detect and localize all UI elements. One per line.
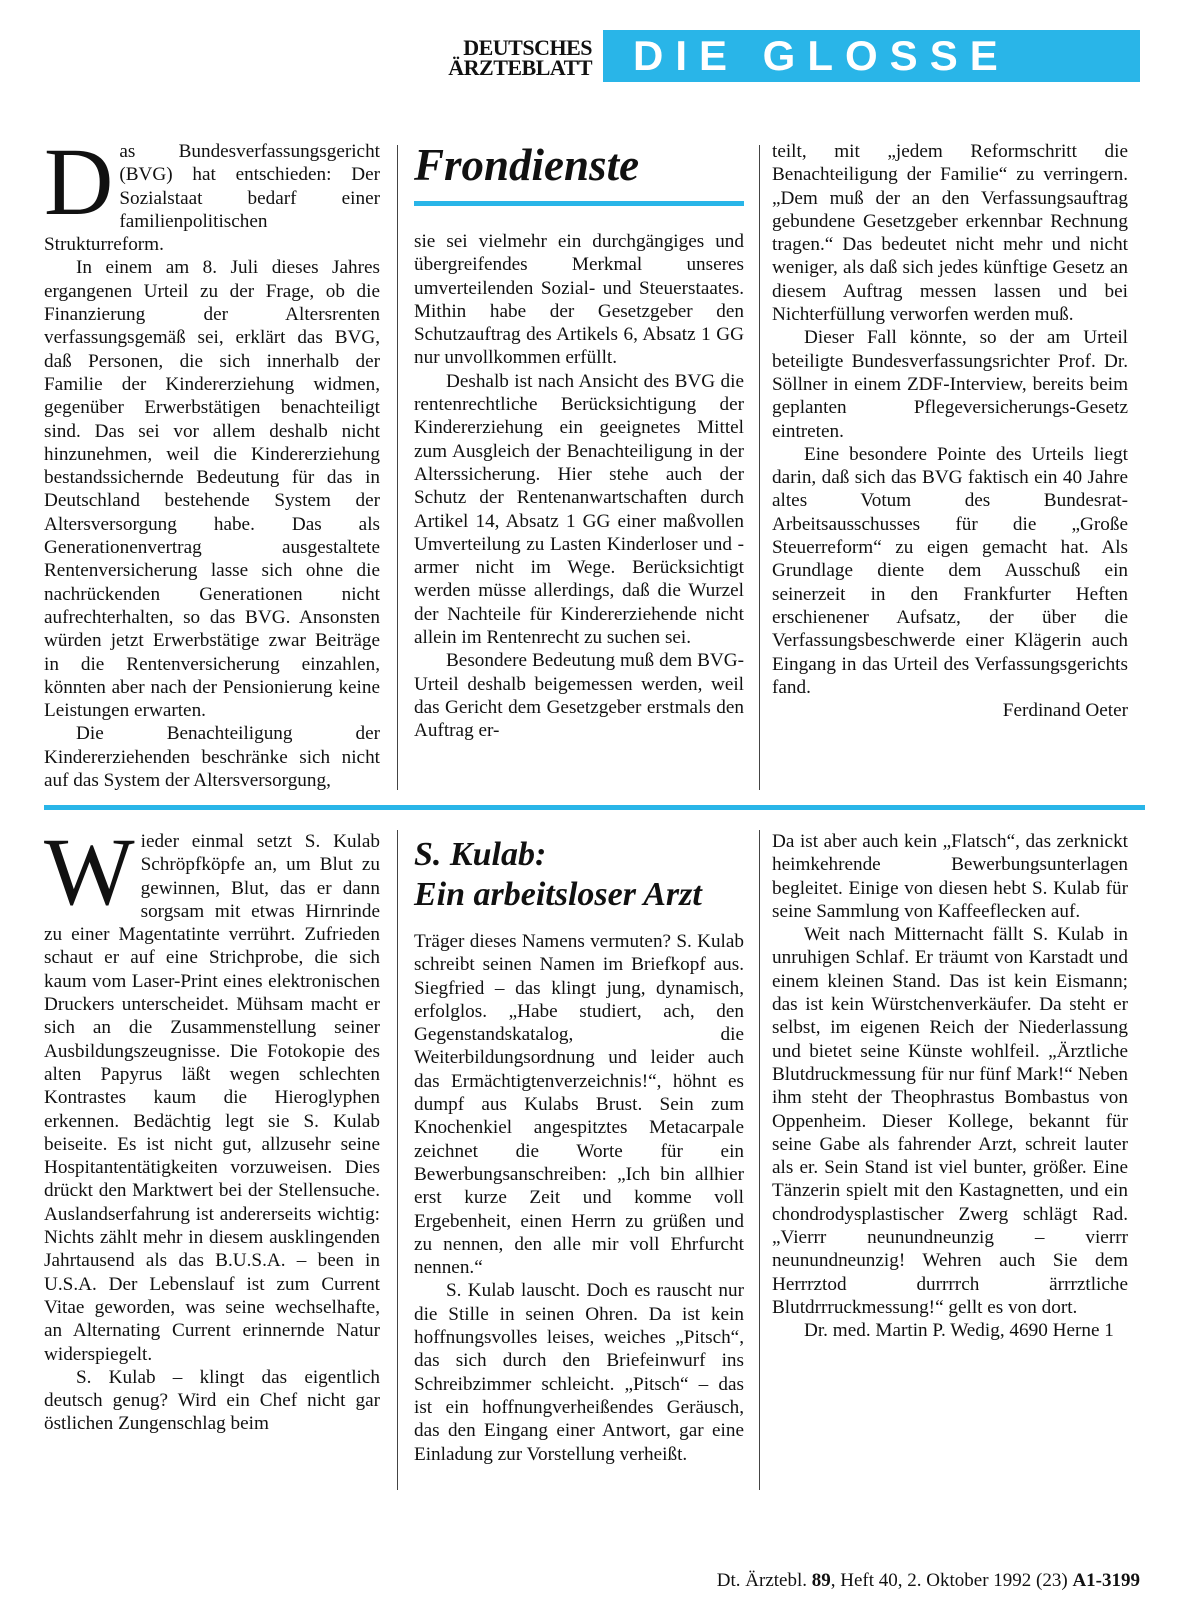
article1-author: Ferdinand Oeter [1002,700,1128,722]
logo-line-2: ÄRZTEBLATT [448,55,592,80]
article2-column-2 [414,930,744,1466]
page-footer [620,1570,1140,1592]
article2-column-1 [44,818,380,1436]
column-divider [759,145,760,790]
article1-paragraph: Dieser Fall könnte, so der am Urteil beteiligte Bundesverfassungsrichter Prof. Dr. Söllner in einem ZDF-Interview, bereits beim geplanten Pflegeversicherungs-Gesetz eintreten. [772,327,1128,442]
article2-title-line-1: S. Kulab: [414,836,547,873]
article2-paragraph: Weit nach Mitternacht fällt S. Kulab in unruhigen Schlaf. Er träumt von Karstadt und einem kleinen Stand. Das ist kein Eismann; das ist kein Würstchenverkäufer. Da steht er selbst, im eigenen Reich der Niederlassung und bietet seine Künste wohlfeil. „Ärztliche Blutdruckmessung für nur fünf Mark!“ Neben ihm steht der Theophrastus Bombastus von Oppenheim. Dieser Kollege, bekannt für seine Gabe als fahrender Arzt, schreit lauter als er. Sein Stand ist viel bunter, größer. Eine Tänzerin spielt mit den Kastagnetten, und ein chondrodysplastischer Zwerg schlägt Rad. „Vierrr neunundneunzig – vierrr neunundneunzig! Wehren auch Sie dem Herrrztod durrrrch ärrrztliche Blutdrrruckmessung!“ gellt es von dort. [772,924,1128,1318]
article1-column-2 [414,230,744,743]
article1-paragraph: sie sei vielmehr ein durchgängiges und übergreifendes Merkmal unseres umverteilenden Sozial- und Steuerstaates. Mithin habe der Gesetzgeber den Schutzauftrag des Artikels 6, Absatz 1 GG nur unvollkommen erfüllt. [414,231,744,369]
page-number: A1-3199 [1072,1570,1140,1591]
article2-paragraph: Träger dieses Namens vermuten? S. Kulab schreibt seinen Namen im Briefkopf aus. Siegfried – das klingt jung, dynamisch, erfolglos. „Habe studiert, ach, den Gegenstandskatalog, die Weiterbildungsordnung und leider auch das Ermächtigtenverzeichnis!“, höhnt es dumpf aus Kulabs Brust. Sein zum Knochenkiel angespitztes Metacarpale zeichnet die Worte für ein Bewerbungsanschreiben: „Ich bin allhier erst kurze Zeit und komme voll Ergebenheit, einen Herrn zu grüßen und zu nennen, den alle mir voll Ehrfurcht nennen.“ [414,931,744,1279]
article1-column-1 [44,128,380,792]
section-banner [603,30,1140,82]
dropcap: W [44,818,135,925]
article1-paragraph: Die Benachteiligung der Kindererziehenden beschränke sich nicht auf das System der Altersversorgung, [44,723,380,792]
section-title: DIE GLOSSE [633,32,1010,79]
article2-paragraph: S. Kulab lauscht. Doch es rauscht nur die Stille in seinen Ohren. Da ist kein hoffnungsvolles leises, weiches „Pitsch“, das sich durch den Briefeinwurf ins Schreibzimmer schleicht. „Pitsch“ – das ist ein hoffnungverheißendes Geräusch, das den Eingang einer Antwort, gar eine Einladung zur Vorstellung verheißt. [414,1280,744,1465]
dropcap: D [44,128,114,235]
title-underline [414,201,744,206]
article1-title: Frondienste [414,140,640,190]
issue-info: , Heft 40, 2. Oktober 1992 (23) [830,1570,1068,1591]
article1-column-3 [772,140,1128,722]
article2-title [414,835,754,915]
article1-paragraph: Deshalb ist nach Ansicht des BVG die rentenrechtliche Berücksichtigung der Kindererziehung ein geeignetes Mittel zum Ausgleich der Benachteiligung in der Alterssicherung. Hier stehe auch der Schutz der Rentenanwartschaften durch Artikel 14, Absatz 1 GG einer maßvollen Umverteilung zu Lasten Kinderloser und -armer nicht im Wege. Berücksichtigt werden müsse allerdings, daß die Wurzel der Nachteile für Kindererziehende nicht allein im Rentenrecht zu suchen sei. [414,370,744,649]
column-divider [397,830,398,1490]
column-divider [397,145,398,790]
article1-paragraph: Eine besondere Pointe des Urteils liegt darin, daß sich das BVG faktisch ein 40 Jahre altes Votum des Bundesrat-Arbeitsausschusses für die „Große Steuerreform“ zu eigen gemacht hat. Als Grundlage diente dem Ausschuß ein seinerzeit in den Frankfurter Heften erschienener Aufsatz, der über die Verfassungsbeschwerde einer Klägerin auch Eingang in das Urteil des Verfassungsgerichts fand. [772,443,1128,698]
article2-paragraph: Da ist aber auch kein „Flatsch“, das zerknickt heimkehrende Bewerbungsunterlagen begleitet. Einige von diesen hebt S. Kulab für seine Sammlung von Kaffeeflecken auf. [772,831,1128,922]
column-divider [759,830,760,1490]
journal-abbrev: Dt. Ärztebl. [716,1570,807,1591]
article1-paragraph: Besondere Bedeutung muß dem BVG-Urteil deshalb beigemessen werden, weil das Gericht dem Gesetzgeber erstmals den Auftrag er- [414,650,744,742]
article2-paragraph: S. Kulab – klingt das eigentlich deutsch genug? Wird ein Chef nicht gar östlichen Zungenschlag beim [44,1366,380,1435]
logo-line-1: DEUTSCHES [463,35,592,60]
masthead [420,30,1140,82]
article2-author: Dr. med. Martin P. Wedig, 4690 Herne 1 [804,1320,1114,1342]
article-separator [44,805,1145,810]
article1-paragraph: teilt, mit „jedem Reformschritt die Benachteiligung der Familie“ zu verringern. „Dem muß der an den Verfassungsauftrag gebundene Gesetzgeber erkennbar Rechnung tragen.“ Das bedeutet nicht mehr und nicht weniger, als daß sich jedes künftige Gesetz an diesem Auftrag messen lassen und bei Nichterfüllung verworfen werden muß. [772,141,1128,326]
article1-paragraph: Das Bundesverfassungsgericht (BVG) hat entschieden: Der Sozialstaat bedarf einer familienpolitischen Strukturreform. [44,128,380,256]
article2-title-line-2: Ein arbeitsloser Arzt [414,876,702,913]
article2-paragraph: Wieder einmal setzt S. Kulab Schröpfköpfe an, um Blut zu gewinnen, Blut, das er dann sorgsam mit etwas Hirnrinde zu einer Magentatinte verrührt. Zufrieden schaut er auf eine Strichprobe, die sich kaum vom Laser-Print eines elektronischen Druckers unterscheidet. Mühsam macht er sich an die Zusammenstellung seiner Ausbildungszeugnisse. Die Fotokopie des alten Papyrus läßt wegen schlechten Kontrastes kaum die Hieroglyphen erkennen. Bedächtig legt sie S. Kulab beiseite. Es ist nicht gut, allzusehr seine Hospitantentätigkeiten vorzuweisen. Dies drückt den Marktwert bei der Stellensuche. Auslandserfahrung ist andererseits wichtig: Nichts zählt mehr in diesem ausklingenden Jahrtausend als das B.U.S.A. – been in U.S.A. Der Lebenslauf ist zum Current Vitae geworden, was seine wechselhafte, an Alternating Current erinnernde Natur widerspiegelt. [44,818,380,1365]
journal-logo [420,35,592,80]
volume-number: 89 [811,1570,831,1591]
article1-paragraph: In einem am 8. Juli dieses Jahres ergangenen Urteil zu der Frage, ob die Finanzierung der Altersrenten verfassungsgemäß sei, erklärt das BVG, daß Personen, die sich innerhalb der Familie der Kindererziehung widmen, gegenüber Erwerbstätigen benachteiligt sind. Das sei vor allem deshalb nicht hinzunehmen, weil die Kindererziehung bestandssichernde Bedeutung für das in Deutschland bestehende System der Altersversorgung habe. Das als Generationenvertrag ausgestaltete Rentenversicherung lasse sich ohne die nachrückenden Generationen nicht aufrechterhalten, so das BVG. Ansonsten würden jetzt Erwerbstätige zwar Beiträge in die Rentenversicherung einzahlen, könnten aber nach der Pensionierung keine Leistungen erwarten. [44,257,380,722]
article2-column-3 [772,830,1128,1343]
